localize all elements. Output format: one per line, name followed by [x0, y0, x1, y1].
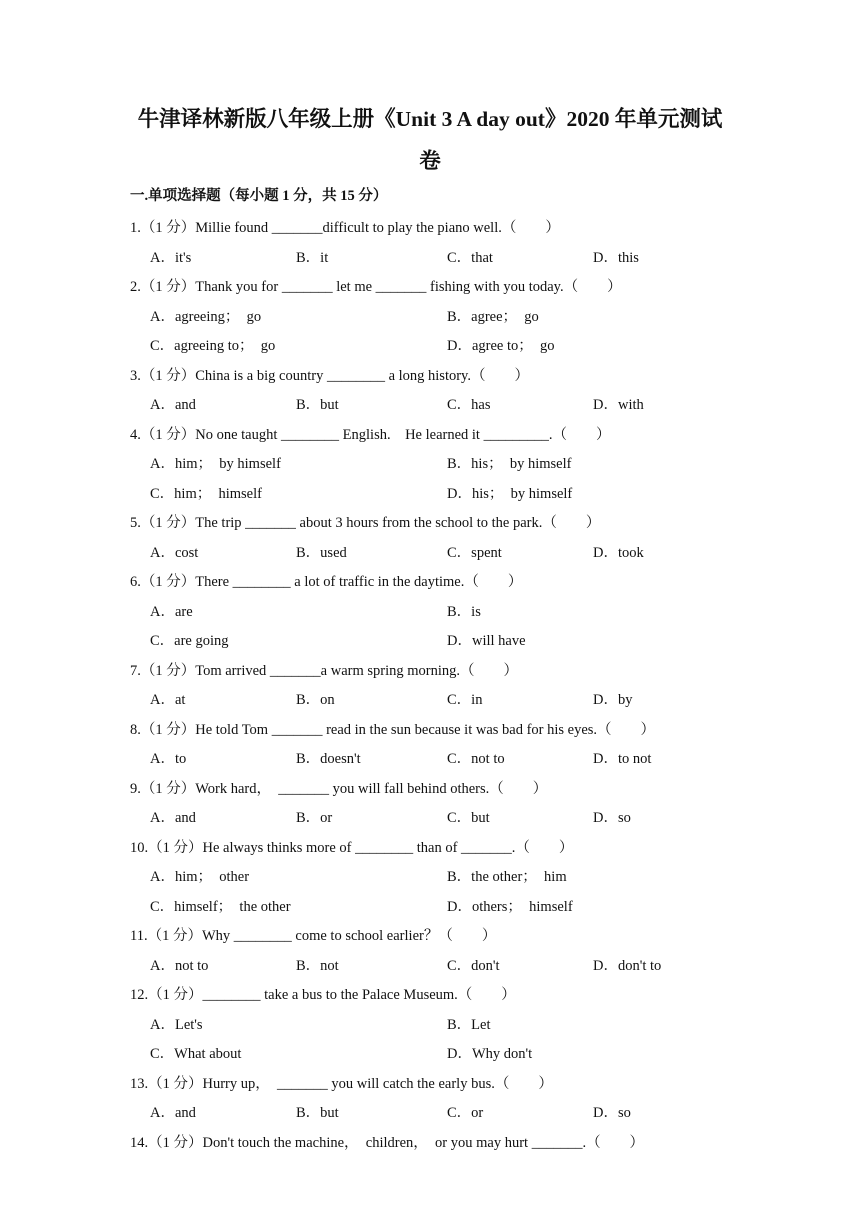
- option-b: B．his； by himself: [447, 456, 572, 472]
- option-b: B．the other； him: [447, 869, 567, 885]
- option-d: D．by: [593, 692, 633, 708]
- question-2: 2.（1 分）Thank you for _______ let me _______ fishing with you today.（ ）: [130, 279, 622, 295]
- question-9: 9.（1 分）Work hard， _______ you will fall behind others.（ ）: [130, 780, 548, 797]
- option-a: A．at: [150, 692, 186, 708]
- option-b: B．or: [296, 810, 333, 826]
- option-d: D．took: [593, 544, 644, 561]
- section-heading: 一.单项选择题（每小题 1 分，共 15 分）: [130, 188, 388, 204]
- option-b: B．doesn't: [296, 751, 361, 767]
- question-5: 5.（1 分）The trip _______ about 3 hours from the school to the park.（ ）: [130, 515, 601, 531]
- option-a: A．Let's: [150, 1016, 203, 1033]
- option-a: A．him； other: [150, 869, 250, 885]
- option-d: D．agree to； go: [447, 338, 555, 354]
- option-a: A．and: [150, 810, 196, 826]
- option-c: C．in: [447, 692, 483, 708]
- option-c: C．but: [447, 810, 490, 826]
- question-7: 7.（1 分）Tom arrived _______a warm spring morning.（ ）: [130, 662, 519, 679]
- option-c: C．not to: [447, 751, 505, 767]
- option-a: A．and: [150, 397, 196, 413]
- option-c: C．has: [447, 397, 491, 413]
- option-d: D．will have: [447, 633, 526, 649]
- document-title-line-1: 牛津译林新版八年级上册《Unit 3 A day out》2020 年单元测试: [137, 107, 723, 131]
- option-b: B．agree； go: [447, 308, 539, 325]
- option-a: A．to: [150, 751, 187, 767]
- option-a: A．him； by himself: [150, 456, 281, 472]
- option-d: D．don't to: [593, 957, 662, 974]
- option-d: D．this: [593, 249, 639, 266]
- option-b: B．it: [296, 249, 329, 266]
- option-c: C．agreeing to； go: [150, 338, 276, 354]
- option-b: B．not: [296, 957, 339, 974]
- option-c: C．don't: [447, 957, 500, 974]
- question-1: 1.（1 分）Millie found _______difficult to play the piano well.（ ）: [130, 220, 560, 236]
- option-c: C．him； himself: [150, 485, 262, 502]
- question-11: 11.（1 分）Why ________ come to school earlier？（ ）: [130, 928, 497, 944]
- option-d: D．to not: [593, 751, 652, 767]
- option-c: C．What about: [150, 1046, 242, 1062]
- option-a: A．and: [150, 1105, 196, 1121]
- option-c: C．are going: [150, 633, 229, 649]
- question-14: 14.（1 分）Don't touch the machine， children， or you may hurt _______.（ ）: [130, 1134, 645, 1151]
- question-8: 8.（1 分）He told Tom _______ read in the sun because it was bad for his eyes.（ ）: [130, 721, 656, 738]
- option-c: C．or: [447, 1105, 484, 1121]
- option-a: A．cost: [150, 544, 199, 561]
- option-d: D．with: [593, 397, 644, 413]
- question-4: 4.（1 分）No one taught ________ English. He learned it _________.（ ）: [130, 426, 611, 443]
- option-a: A．agreeing； go: [150, 308, 262, 325]
- question-12: 12.（1 分）________ take a bus to the Palace Museum.（ ）: [130, 987, 516, 1003]
- option-b: B．but: [296, 397, 339, 413]
- question-13: 13.（1 分）Hurry up， _______ you will catch the early bus.（ ）: [130, 1075, 553, 1092]
- option-b: B．on: [296, 692, 335, 708]
- option-b: B．but: [296, 1105, 339, 1121]
- option-a: A．not to: [150, 957, 209, 974]
- option-c: C．himself； the other: [150, 898, 291, 915]
- option-d: D．so: [593, 1105, 631, 1121]
- option-b: B．used: [296, 544, 347, 561]
- option-c: C．that: [447, 249, 493, 266]
- option-c: C．spent: [447, 544, 502, 561]
- option-d: D．his； by himself: [447, 485, 573, 502]
- option-b: B．is: [447, 603, 481, 620]
- option-d: D．so: [593, 810, 631, 826]
- question-6: 6.（1 分）There ________ a lot of traffic in the daytime.（ ）: [130, 574, 523, 590]
- question-10: 10.（1 分）He always thinks more of ________ than of _______.（ ）: [130, 839, 574, 856]
- option-d: D．others； himself: [447, 898, 573, 915]
- option-b: B．Let: [447, 1016, 491, 1033]
- option-a: A．it's: [150, 249, 192, 266]
- document-title-line-2: 卷: [419, 149, 441, 173]
- option-d: D．Why don't: [447, 1046, 533, 1062]
- option-a: A．are: [150, 603, 193, 620]
- question-3: 3.（1 分）China is a big country ________ a long history.（ ）: [130, 367, 529, 384]
